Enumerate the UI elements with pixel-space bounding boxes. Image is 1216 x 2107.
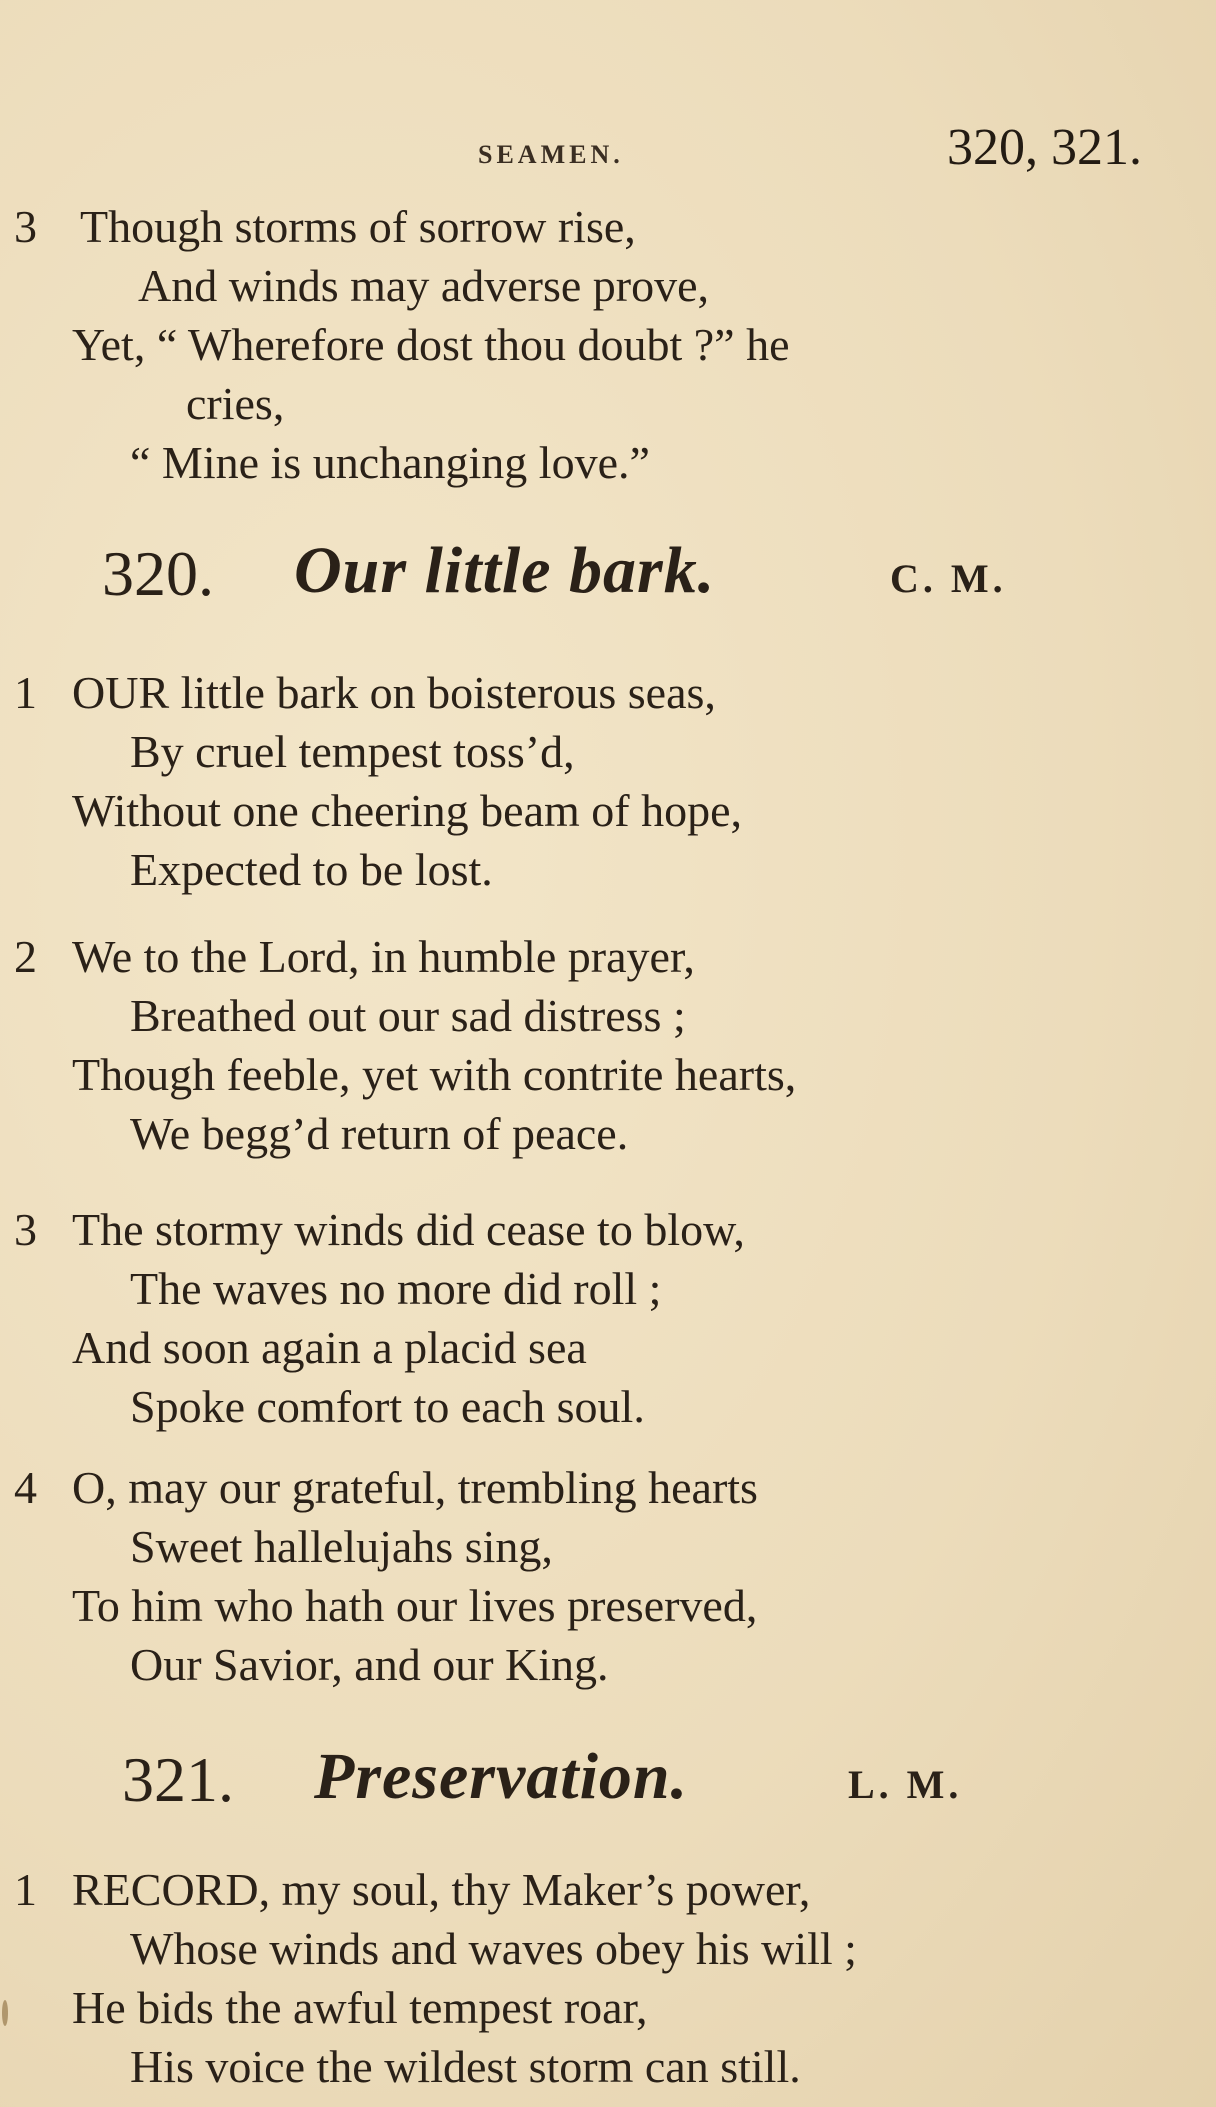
verse-line: Expected to be lost.: [130, 844, 493, 895]
verse-line: And winds may adverse prove,: [138, 260, 710, 311]
verse-line: RECORD, my soul, thy Maker’s power,: [72, 1864, 811, 1915]
hymn-320-heading: [0, 534, 1216, 617]
verse-line: Though feeble, yet with contrite hearts,: [72, 1049, 797, 1100]
running-head: SEAMEN.: [478, 140, 624, 169]
hymn-title: Our little bark.: [294, 534, 716, 607]
verse-line: O, may our grateful, trembling hearts: [72, 1462, 758, 1513]
verse-line: Without one cheering beam of hope,: [72, 785, 743, 836]
verse-number: 3: [14, 201, 37, 252]
verse-number: 1: [14, 667, 37, 718]
hymn-meter: L. M.: [848, 1762, 963, 1807]
page-numbers: 320, 321.: [947, 119, 1142, 176]
verse-line: Our Savior, and our King.: [130, 1639, 609, 1690]
page-header: [0, 118, 1216, 178]
verse-line: Though storms of sorrow rise,: [80, 201, 636, 252]
verse-line: Breathed out our sad distress ;: [130, 990, 686, 1041]
verse-line: We begg’d return of peace.: [130, 1108, 629, 1159]
verse-line: By cruel tempest toss’d,: [130, 726, 575, 777]
hymn-number: 320.: [102, 538, 214, 609]
verse-line: To him who hath our lives preserved,: [72, 1580, 758, 1631]
verse-number: 3: [14, 1204, 37, 1255]
verse-line: OUR little bark on boisterous seas,: [72, 667, 716, 718]
verse-line: His voice the wildest storm can still.: [130, 2041, 801, 2092]
verse-line: “ Mine is unchanging love.”: [130, 437, 650, 488]
verse-line: Spoke comfort to each soul.: [130, 1381, 645, 1432]
verse-line: Yet, “ Wherefore dost thou doubt ?” he: [72, 319, 790, 370]
verse-line: He bids the awful tempest roar,: [72, 1982, 648, 2033]
hymn-title: Preservation.: [314, 1740, 689, 1813]
verse-line: The stormy winds did cease to blow,: [72, 1204, 745, 1255]
verse-line: Whose winds and waves obey his will ;: [130, 1923, 857, 1974]
hymn-321-heading: [0, 1740, 1216, 1823]
verse-number: 1: [14, 1864, 37, 1915]
hymn-meter: C. M.: [890, 556, 1007, 601]
verse-line: We to the Lord, in humble prayer,: [72, 931, 695, 982]
verse-line: cries,: [186, 378, 285, 429]
verse-number: 4: [14, 1462, 37, 1513]
verse-line: The waves no more did roll ;: [130, 1263, 662, 1314]
verse-line: And soon again a placid sea: [72, 1322, 587, 1373]
hymn-number: 321.: [122, 1744, 234, 1815]
verse-line: Sweet hallelujahs sing,: [130, 1521, 553, 1572]
verse-number: 2: [14, 931, 37, 982]
page-stain: [2, 2000, 8, 2026]
